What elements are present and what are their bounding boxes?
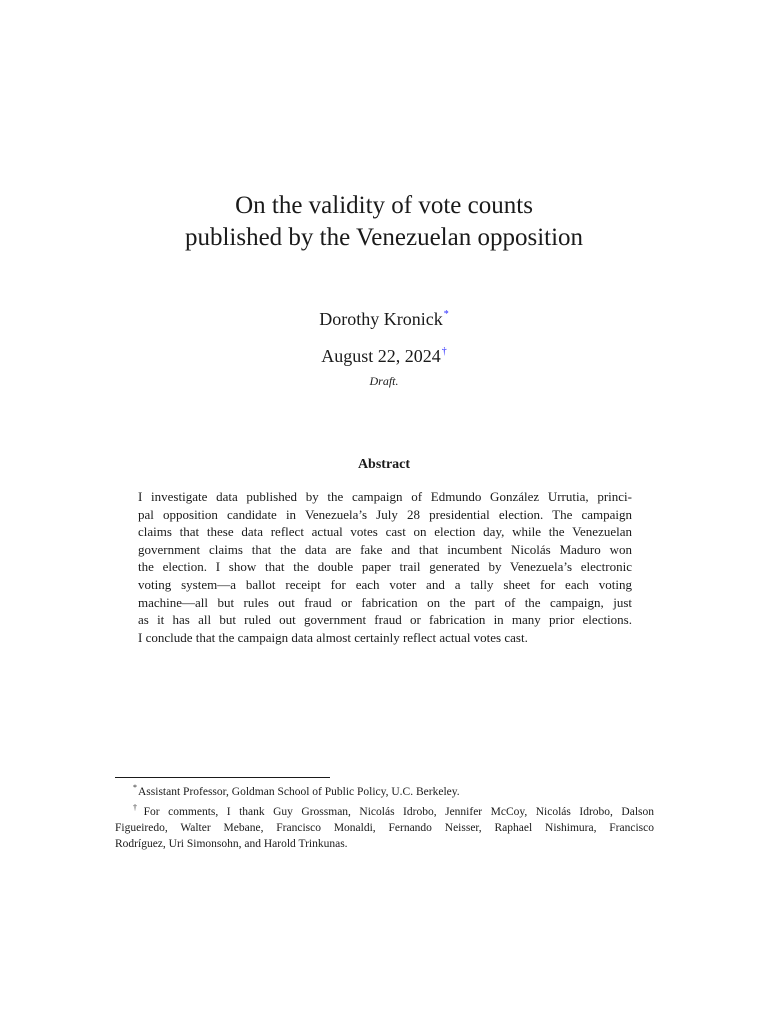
- abstract-line: claims that these data reflect actual votes cast on election day, while the Venezuelan: [138, 524, 632, 540]
- title-line-1: On the validity of vote counts: [235, 192, 533, 219]
- abstract-line: pal opposition candidate in Venezuela’s July 28 presidential election. The campaign: [138, 506, 632, 522]
- footnote-divider: [115, 777, 330, 778]
- abstract-heading: Abstract: [357, 457, 411, 472]
- footnotes: [115, 780, 654, 852]
- abstract-line: I conclude that the campaign data almost certainly reflect actual votes cast.: [138, 629, 528, 645]
- author-footnote-link[interactable]: *: [443, 309, 449, 320]
- footnote-2-text: For comments, I thank Guy Grossman, Nicolás Idrobo, Jennifer McCoy, Nicolás Idrobo, Dalson: [143, 806, 654, 818]
- abstract-line: the election. I show that the double paper trail generated by Venezuela’s electronic: [138, 559, 632, 575]
- abstract-line: I investigate data published by the campaign of Edmundo González Urrutia, princi-: [138, 489, 632, 504]
- title-line-2: published by the Venezuelan opposition: [184, 224, 584, 251]
- paper-title: [0, 190, 768, 254]
- date-line: [0, 340, 768, 368]
- footnote-1-mark: *: [133, 783, 137, 792]
- footnote-2-line: [115, 800, 654, 820]
- abstract-line: as it has all but ruled out government fraud or fabrication in many prior elections.: [138, 612, 632, 628]
- footnote-2-line: Rodríguez, Uri Simonsohn, and Harold Trinkunas.: [115, 838, 348, 850]
- abstract-line: voting system—a ballot receipt for each voter and a tally sheet for each voting: [138, 576, 632, 592]
- abstract-line: machine—all but rules out fraud or fabrication on the part of the campaign, just: [138, 594, 632, 610]
- author-name: Dorothy Kronick: [319, 309, 443, 329]
- footnote-1: [115, 780, 654, 800]
- footnote-2-line: Figueiredo, Walter Mebane, Francisco Monaldi, Fernando Neisser, Raphael Nishimura, Francisco: [115, 822, 654, 834]
- abstract-body: [138, 488, 632, 646]
- draft-status: Draft.: [369, 374, 399, 388]
- author-line: [0, 303, 768, 331]
- abstract-line: government claims that the data are fake and that incumbent Nicolás Maduro won: [138, 541, 632, 557]
- footnote-1-text: Assistant Professor, Goldman School of Public Policy, U.C. Berkeley.: [138, 786, 460, 798]
- publication-date: August 22, 2024: [321, 346, 441, 366]
- footnote-2-mark: †: [133, 803, 143, 812]
- date-footnote-link[interactable]: †: [441, 346, 447, 357]
